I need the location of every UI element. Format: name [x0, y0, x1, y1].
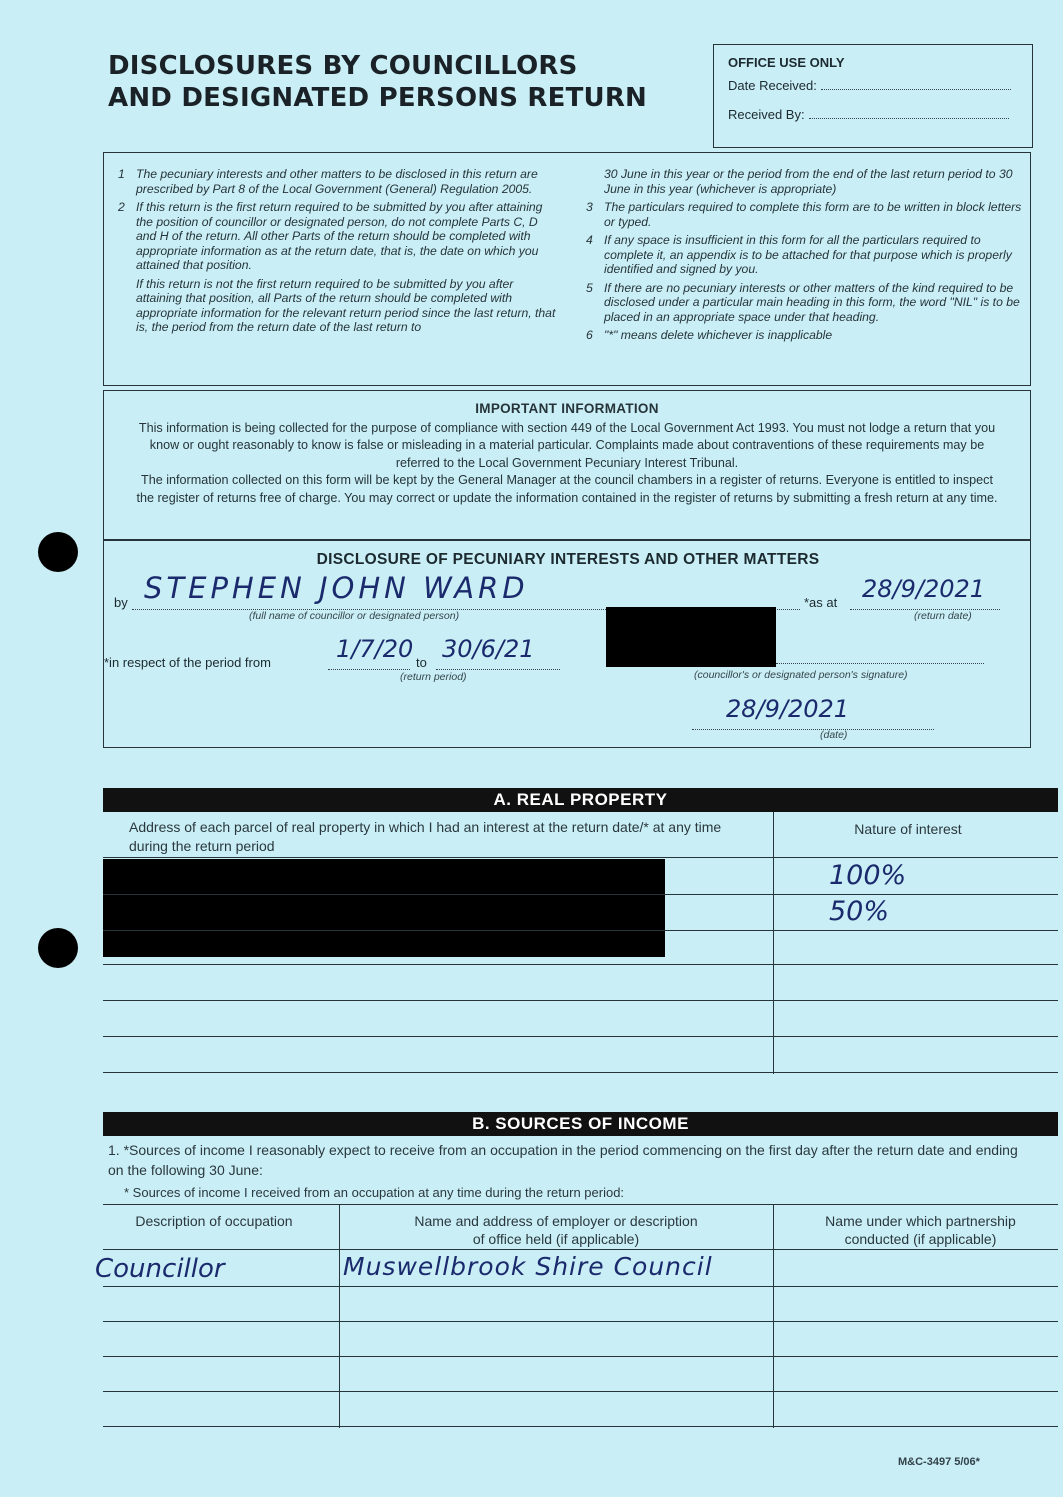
signature-field[interactable] [776, 653, 984, 664]
instruction-1: 1 The pecuniary interests and other matters to be disclosed in this return are prescribed by Part 8 of the Local Government (General) Regulation 2005. [118, 167, 538, 196]
real-property-col-interest: Nature of interest [854, 821, 962, 837]
received-by-field[interactable] [809, 118, 1009, 119]
period-to-value: 30/6/21 [442, 635, 535, 663]
redacted-signature [606, 607, 776, 667]
row-line [103, 1036, 1058, 1037]
punch-hole-bottom [38, 928, 78, 968]
row-line [103, 894, 1058, 895]
title-line-1: DISCLOSURES BY COUNCILLORS [108, 51, 578, 81]
instruction-3: 3 The particulars required to complete this form are to be written in block letters or typed. [586, 200, 1022, 229]
real-property-table [103, 812, 1058, 1074]
date-received-label: Date Received: [728, 78, 817, 93]
important-information-box [103, 390, 1031, 540]
form-code: M&C-3497 5/06* [898, 1456, 980, 1468]
disclosure-box [103, 540, 1031, 748]
instruction-2b: If this return is not the first return required to be submitted by you after attaining that position, all Parts of the return should be completed with appropriate information for the relevant return period since the last return, that is, the period from the return date of the last return to [136, 276, 556, 334]
income-header-line [103, 1249, 1058, 1250]
instruction-6: 6 "*" means delete whichever is inapplicable [586, 328, 833, 342]
row-line [103, 1426, 1058, 1427]
disclosure-heading: DISCLOSURE OF PECUNIARY INTERESTS AND OTHER MATTERS [316, 551, 820, 568]
income-col-employer [339, 1212, 773, 1248]
instructions-right-column [586, 167, 1026, 347]
date-value: 28/9/2021 [726, 695, 850, 723]
instructions-box [103, 152, 1031, 386]
instruction-2c: 30 June in this year or the period from the end of the last return period to 30 June in this year (whichever is appropriate) [604, 167, 1013, 196]
instruction-5: 5 If there are no pecuniary interests or other matters of the kind required to be disclosed under a particular main heading in this form, the word "NIL" is to be placed in an appropriate space under that heading. [586, 280, 1020, 324]
row-line [103, 964, 1058, 965]
name-value: STEPHEN JOHN WARD [144, 571, 529, 605]
important-paragraph-1: This information is being collected for the purpose of compliance with section 449 of the Local Government Act 1993. You must not lodge a return that you know or ought reasonably to know is false or misleading in a material particular. Complaints made about contraventions of these requirements may be referred to the Local Government Pecuniary Interest Tribunal. [138, 420, 996, 470]
real-property-heading: A. REAL PROPERTY [103, 788, 1058, 812]
row-line [103, 1286, 1058, 1287]
office-use-box [713, 44, 1033, 148]
important-paragraph-2: The information collected on this form will be kept by the General Manager at the council chambers in a register of returns. Everyone is entitled to inspect the register of returns free of charge. You may correct or update the information contained in the register of returns by submitting a fresh return at any time. [136, 473, 998, 505]
date-received-field[interactable] [821, 89, 1011, 90]
row-line [103, 1072, 1058, 1073]
occupation-value: Councillor [95, 1254, 225, 1284]
page-title [108, 50, 647, 114]
to-label: to [416, 655, 427, 670]
income-col-employer-line-2: of office held (if applicable) [472, 1231, 640, 1247]
row-line [103, 1356, 1058, 1357]
instructions-left-column [118, 167, 558, 339]
important-heading: IMPORTANT INFORMATION [475, 401, 659, 416]
income-col-occupation: Description of occupation [135, 1213, 293, 1229]
interest-value: 100% [829, 860, 907, 891]
income-heading: B. SOURCES OF INCOME [103, 1112, 1058, 1136]
return-date-caption: (return date) [914, 610, 972, 622]
row-line [103, 930, 1058, 931]
income-col-partnership-line-2: conducted (if applicable) [844, 1231, 997, 1247]
as-at-label: *as at [804, 595, 838, 610]
office-use-heading: OFFICE USE ONLY [728, 55, 845, 70]
redacted-address [103, 859, 665, 957]
income-item-1b: * Sources of income I received from an occupation at any time during the return period: [124, 1185, 625, 1200]
income-item-1: 1. *Sources of income I reasonably expect to receive from an occupation in the period commencing on the first day after the return date and ending on the following 30 June: [108, 1142, 1018, 1178]
title-line-2: AND DESIGNATED PERSONS RETURN [108, 83, 648, 113]
received-by-label: Received By: [728, 107, 805, 122]
income-col-employer-line-1: Name and address of employer or description [414, 1213, 698, 1229]
instruction-2: 2 If this return is the first return required to be submitted by you after attaining the position of councillor or designated person, do not complete Parts C, D and H of the return. All other Parts of the return should be completed with appropriate information as at the return date, that is, the date on which you attained that position. [118, 200, 543, 272]
row-line [103, 1391, 1058, 1392]
real-property-col-address: Address of each parcel of real property in which I had an interest at the return date/* at any time during the return period [129, 819, 722, 854]
income-divider-2 [773, 1204, 774, 1428]
signature-caption: (councillor's or designated person's signature) [694, 669, 908, 681]
real-property-header-line [103, 857, 1058, 858]
period-row [104, 633, 574, 677]
interest-value: 50% [829, 896, 890, 927]
income-col-partnership-line-1: Name under which partnership [825, 1213, 1016, 1229]
period-from-value: 1/7/20 [336, 635, 414, 663]
name-caption: (full name of councillor or designated person) [249, 610, 460, 622]
income-top-line [103, 1204, 1058, 1205]
period-caption: (return period) [400, 671, 467, 683]
period-label: *in respect of the period from [104, 655, 271, 670]
punch-hole-top [38, 532, 78, 572]
return-date-row [804, 571, 1024, 615]
real-property-divider [773, 812, 774, 1074]
date-caption: (date) [820, 729, 848, 741]
row-line [103, 1321, 1058, 1322]
income-table [95, 1204, 1058, 1428]
income-col-partnership [783, 1212, 1058, 1248]
row-line [103, 1000, 1058, 1001]
return-date-value: 28/9/2021 [862, 575, 986, 603]
by-label: by [114, 595, 128, 610]
instruction-4: 4 If any space is insufficient in this form for all the particulars required to complete it, an appendix is to be attached for that purpose which is properly identified and signed by you. [586, 233, 1012, 276]
employer-value: Muswellbrook Shire Council [343, 1252, 713, 1281]
